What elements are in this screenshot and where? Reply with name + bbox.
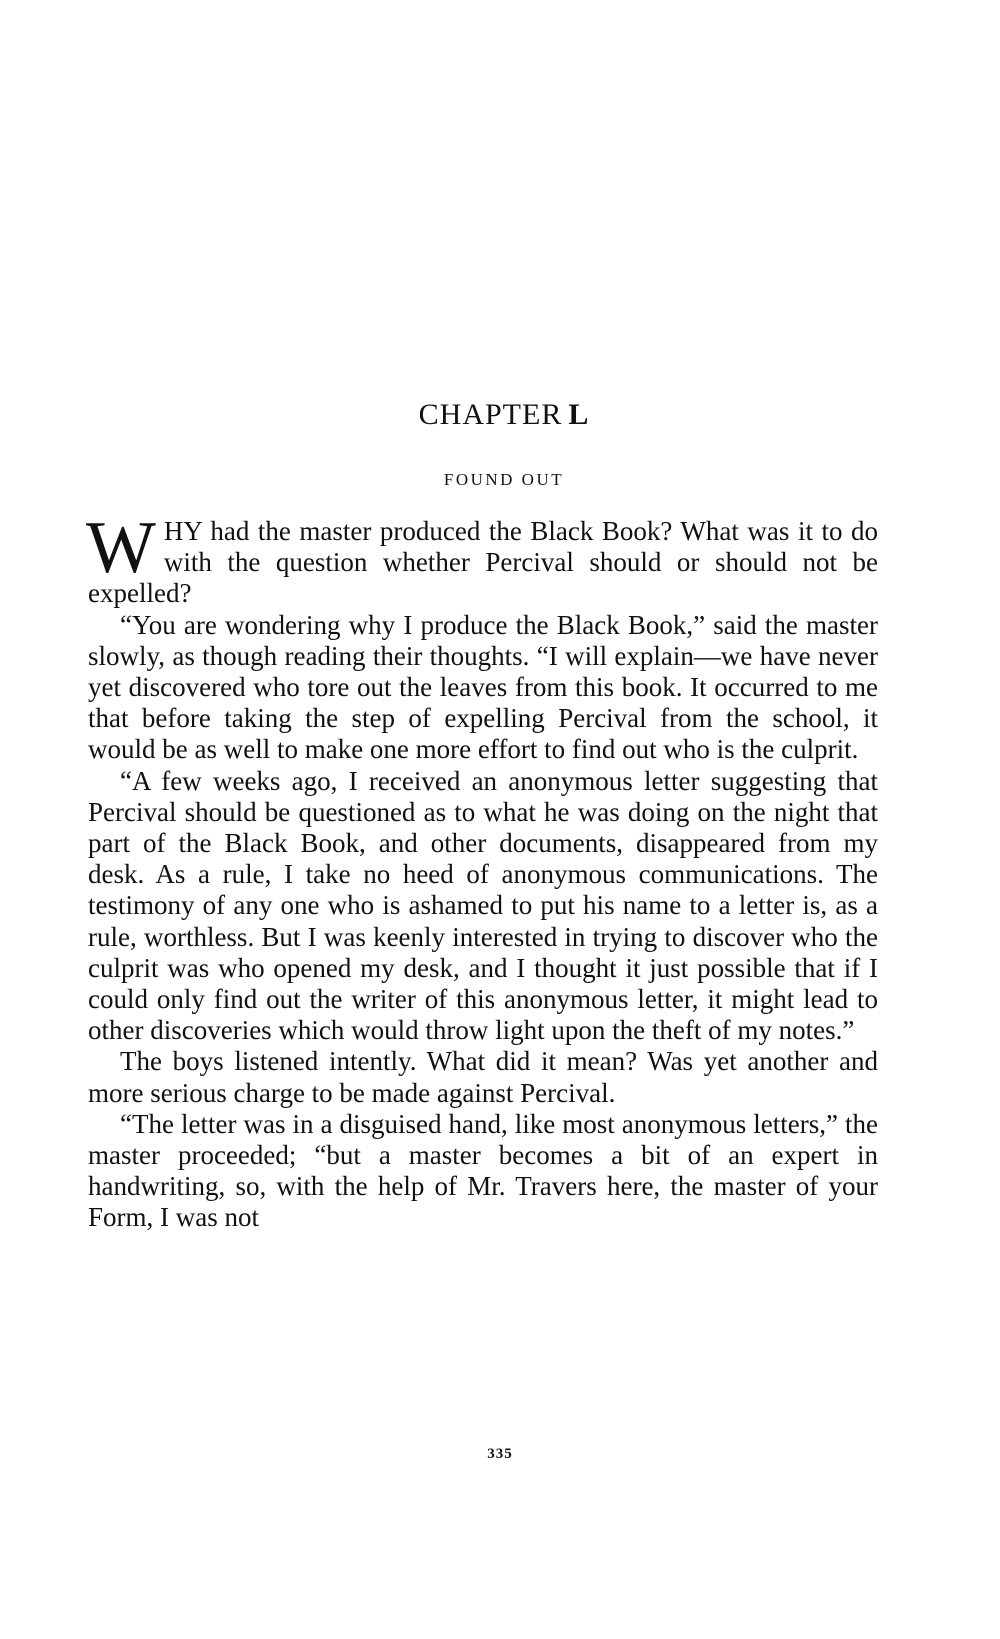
paragraph: “You are wondering why I produce the Black Book,” said the master slowly, as though reading their thoughts. “I will explain—we have never yet discovered who tore out the leaves from this book. It occurred to me that before taking the step of expelling Percival from the school, it would be as well to make one more effort to find out who is the culprit. [88,609,878,765]
chapter-heading [0,398,1000,432]
paragraph [86,507,878,610]
paragraph-text: HY had the master produced the Black Book? What was it to do with the question whether Percival should or should not be expelled? [88,516,878,609]
paragraph: The boys listened intently. What did it mean? Was yet another and more serious charge to be made against Percival. [88,1046,878,1108]
chapter-title: CHAPTER [418,398,563,431]
paragraph: “A few weeks ago, I received an anonymous letter suggesting that Percival should be questioned as to what he was doing on the night that part of the Black Book, and other documents, disappeared from my desk. As a rule, I take no heed of anonymous communications. The testimony of any one who is ashamed to put his name to a letter is, as a rule, worthless. But I was keenly interested in trying to discover who the culprit was who opened my desk, and I thought it just possible that if I could only find out the writer of this anonymous letter, it might lead to other discoveries which would throw light upon the theft of my notes.” [88,765,878,1046]
page-number: 335 [487,1446,513,1462]
paragraph: “The letter was in a disguised hand, like most anonymous letters,” the master proceeded; “but a master becomes a bit of an expert in handwriting, so, with the help of Mr. Travers here, the master of your Form, I was not [88,1108,878,1233]
drop-cap: W [86,507,156,589]
chapter-subtitle: FOUND OUT [443,470,565,489]
chapter-numeral: L [568,398,590,431]
body-text [86,507,878,1234]
